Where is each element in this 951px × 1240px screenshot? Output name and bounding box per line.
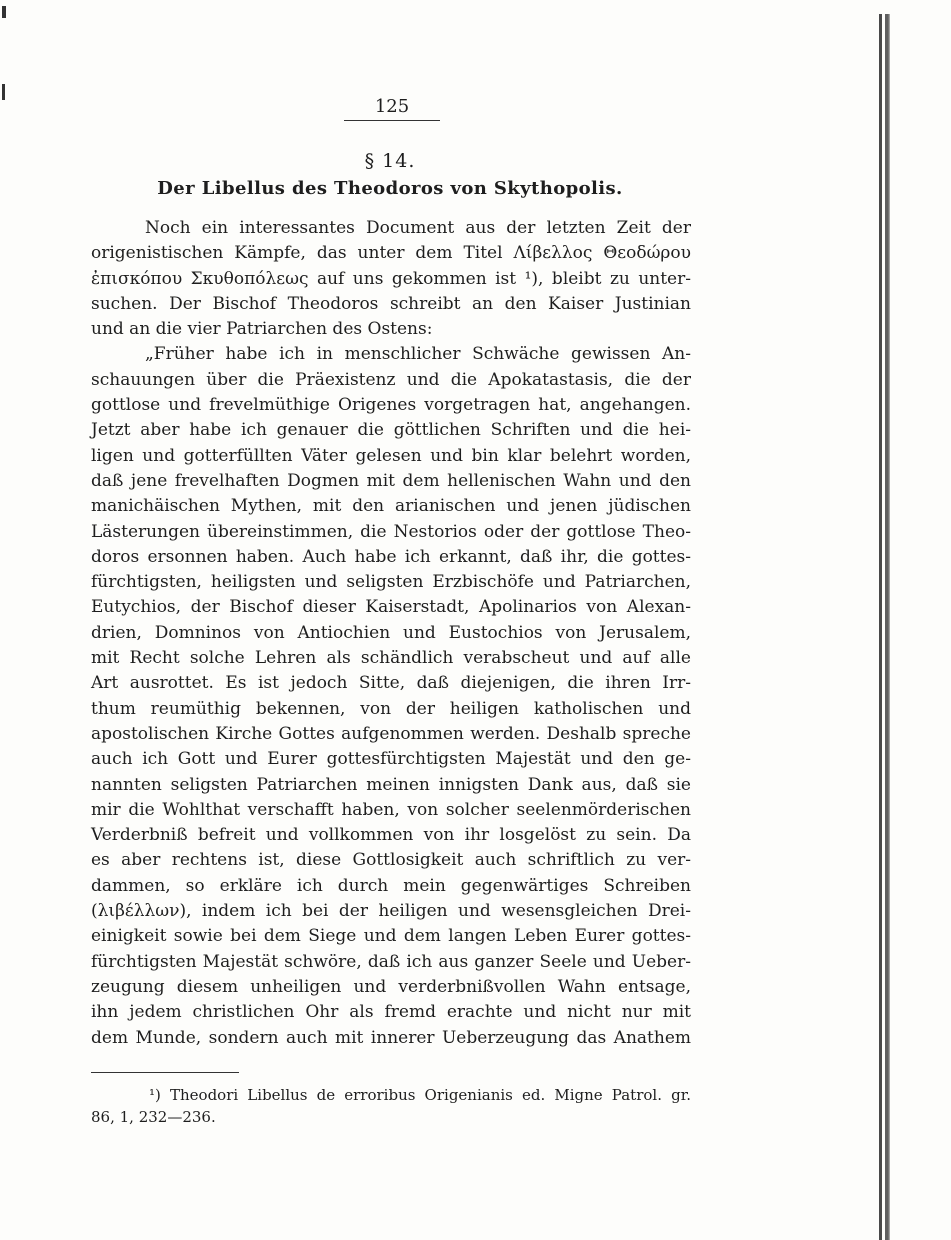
text-line: apostolischen Kirche Gottes aufgenommen werden. Deshalb spreche <box>91 723 691 744</box>
footnote-divider <box>91 1072 239 1073</box>
text-line: ihn jedem christlichen Ohr als fremd erachte und nicht nur mit <box>91 1002 691 1023</box>
text-line: gottlose und frevelmüthige Origenes vorgetragen hat, angehangen. <box>91 395 691 416</box>
text-line: Noch ein interessantes Document aus der letzten Zeit der <box>145 218 691 238</box>
text-line: Jetzt aber habe ich genauer die göttlichen Schriften und die hei- <box>91 420 691 441</box>
text-line: Lästerungen übereinstimmen, die Nestorios oder der gottlose Theo- <box>91 521 691 542</box>
text-line: dammen, so erkläre ich durch mein gegenwärtiges Schreiben <box>91 875 691 896</box>
text-line: einigkeit sowie bei dem Siege und dem langen Leben Eurer gottes- <box>91 926 691 947</box>
text-line: drien, Domninos von Antiochien und Eustochios von Jerusalem, <box>91 622 691 643</box>
text-line: manichäischen Mythen, mit den arianischen und jenen jüdischen <box>91 496 691 517</box>
footnote-line: 86, 1, 232—236. <box>91 1108 216 1126</box>
text-line: fürchtigsten, heiligsten und seligsten Erzbischöfe und Patriarchen, <box>91 572 691 593</box>
text-line: nannten seligsten Patriarchen meinen innigsten Dank aus, daß sie <box>91 774 691 795</box>
text-line: (λιβέλλων), indem ich bei der heiligen und wesensgleichen Drei- <box>91 901 691 922</box>
text-line: schauungen über die Präexistenz und die Apokatastasis, die der <box>91 369 691 390</box>
body-text <box>91 216 691 1051</box>
page-number: 125 <box>344 96 440 121</box>
section-title: Der Libellus des Theodoros von Skythopolis. <box>157 178 623 199</box>
text-line: es aber rechtens ist, diese Gottlosigkeit auch schriftlich zu ver- <box>91 850 691 871</box>
text-line: doros ersonnen haben. Auch habe ich erkannt, daß ihr, die gottes- <box>91 546 691 567</box>
text-line: Art ausrottet. Es ist jedoch Sitte, daß diejenigen, die ihren Irr- <box>91 673 691 694</box>
text-line: suchen. Der Bischof Theodoros schreibt an den Kaiser Justinian <box>91 293 691 314</box>
text-line: origenistischen Kämpfe, das unter dem Titel Λίβελλος Θεοδώρου <box>91 243 691 264</box>
section-number: § 14. <box>364 150 416 172</box>
text-line: mir die Wohlthat verschafft haben, von solcher seelenmörderischen <box>91 799 691 820</box>
text-line: ligen und gotterfüllten Väter gelesen und bin klar belehrt worden, <box>91 445 691 466</box>
text-line: „Früher habe ich in menschlicher Schwäche gewissen An- <box>145 344 691 365</box>
scan-mark <box>2 6 6 18</box>
footnotes <box>91 1084 691 1128</box>
text-line: zeugung diesem unheiligen und verderbnißvollen Wahn entsage, <box>91 976 691 997</box>
scan-mark <box>2 84 5 100</box>
text-line: dem Munde, sondern auch mit innerer Ueberzeugung das Anathem <box>91 1027 691 1048</box>
scan-page-edge <box>879 14 889 1240</box>
text-line: daß jene frevelhaften Dogmen mit dem hellenischen Wahn und den <box>91 470 691 491</box>
text-line: Eutychios, der Bischof dieser Kaiserstadt, Apolinarios von Alexan- <box>91 597 691 618</box>
text-line: thum reumüthig bekennen, von der heiligen katholischen und <box>91 698 691 719</box>
text-line: auch ich Gott und Eurer gottesfürchtigsten Majestät und den ge- <box>91 749 691 770</box>
footnote-line: ¹) Theodori Libellus de erroribus Origenianis ed. Migne Patrol. gr. <box>149 1086 691 1104</box>
text-line: fürchtigsten Majestät schwöre, daß ich aus ganzer Seele und Ueber- <box>91 951 691 972</box>
text-line: ἐπισκόπου Σκυθοπόλεως auf uns gekommen ist ¹), bleibt zu unter- <box>91 268 691 289</box>
text-line: Verderbniß befreit und vollkommen von ihr losgelöst zu sein. Da <box>91 825 691 846</box>
text-line: und an die vier Patriarchen des Ostens: <box>91 319 433 340</box>
text-line: mit Recht solche Lehren als schändlich verabscheut und auf alle <box>91 648 691 669</box>
